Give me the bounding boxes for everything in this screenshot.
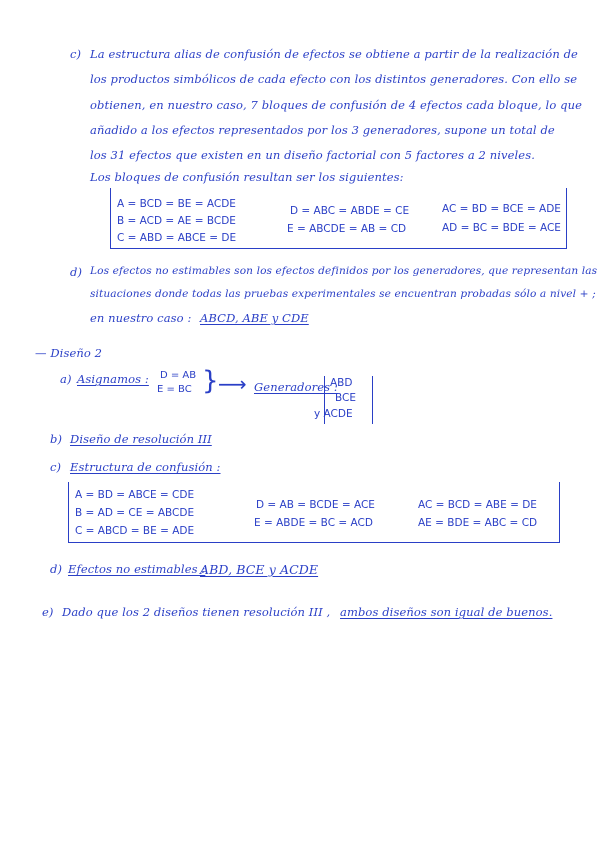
assign-text: Asignamos :: [77, 372, 149, 386]
text-line: situaciones donde todas las pruebas experimentales se encuentran probadas sólo a nivel + ;: [90, 288, 596, 300]
item-d-label: d): [50, 562, 63, 576]
generators-bracket-right: [372, 376, 373, 424]
item-e-label: e): [42, 605, 54, 619]
non-estimable-answer: ABCD, ABE y CDE: [200, 311, 309, 325]
text-line: en nuestro caso :: [90, 311, 192, 325]
alias-entry: E = ABCDE = AB = CD: [287, 223, 407, 235]
text-line: Los efectos no estimables son los efectos definidos por los generadores, que representan las: [90, 265, 598, 277]
alias-entry: AD = BC = BDE = ACE: [442, 222, 561, 234]
assign-entry: E = BC: [157, 384, 192, 395]
generator-entry: BCE: [335, 392, 356, 404]
item-a-label: a): [60, 372, 72, 386]
alias-entry: B = AD = CE = ABCDE: [75, 507, 195, 519]
alias-entry: A = BD = ABCE = CDE: [75, 489, 195, 501]
arrow-icon: ⟶: [218, 372, 247, 396]
non-estimable-answer-2: ABD, BCE y ACDE: [200, 562, 319, 577]
assign-brace: }: [202, 366, 219, 396]
alias-entry: E = ABDE = BC = ACD: [254, 517, 373, 529]
item-b-label: b): [50, 432, 63, 446]
alias-entry: AE = BDE = ABC = CD: [418, 517, 538, 529]
non-estimable-text: Efectos no estimables :: [68, 562, 206, 576]
text-line: añadido a los efectos representados por los 3 generadores, supone un total de: [90, 123, 555, 137]
alias-entry: A = BCD = BE = ACDE: [117, 198, 236, 210]
conclusion-text: Dado que los 2 diseños tienen resolución III ,: [62, 605, 331, 619]
alias-entry: AC = BD = BCE = ADE: [442, 203, 561, 215]
text-line: La estructura alias de confusión de efectos se obtiene a partir de la realización de: [90, 47, 578, 61]
alias-entry: D = AB = BCDE = ACE: [256, 499, 375, 511]
design-2-title: — Diseño 2: [35, 346, 103, 360]
section-d-label: d): [70, 265, 83, 279]
alias-entry: C = ABD = ABCE = DE: [117, 232, 237, 244]
text-line: los productos simbólicos de cada efecto con los distintos generadores. Con ello se: [90, 72, 578, 86]
alias-entry: C = ABCD = BE = ADE: [75, 525, 195, 537]
assign-entry: D = AB: [160, 370, 197, 381]
conclusion-emphasis: ambos diseños son igual de buenos.: [340, 605, 553, 619]
alias-entry: AC = BCD = ABE = DE: [418, 499, 537, 511]
alias-entry: D = ABC = ABDE = CE: [290, 205, 410, 217]
resolution-text: Diseño de resolución III: [70, 432, 212, 446]
generator-entry: y ACDE: [314, 408, 353, 420]
text-line: Los bloques de confusión resultan ser los siguientes:: [90, 170, 404, 184]
item-c-label: c): [50, 460, 62, 474]
text-line: los 31 efectos que existen en un diseño factorial con 5 factores a 2 niveles.: [90, 148, 535, 162]
section-c-label: c): [70, 47, 82, 61]
alias-entry: B = ACD = AE = BCDE: [117, 215, 236, 227]
confusion-structure-text: Estructura de confusión :: [70, 460, 221, 474]
generator-entry: ABD: [330, 377, 353, 389]
text-line: obtienen, en nuestro caso, 7 bloques de confusión de 4 efectos cada bloque, lo que: [90, 98, 582, 112]
generators-label: Generadores :: [254, 380, 338, 394]
